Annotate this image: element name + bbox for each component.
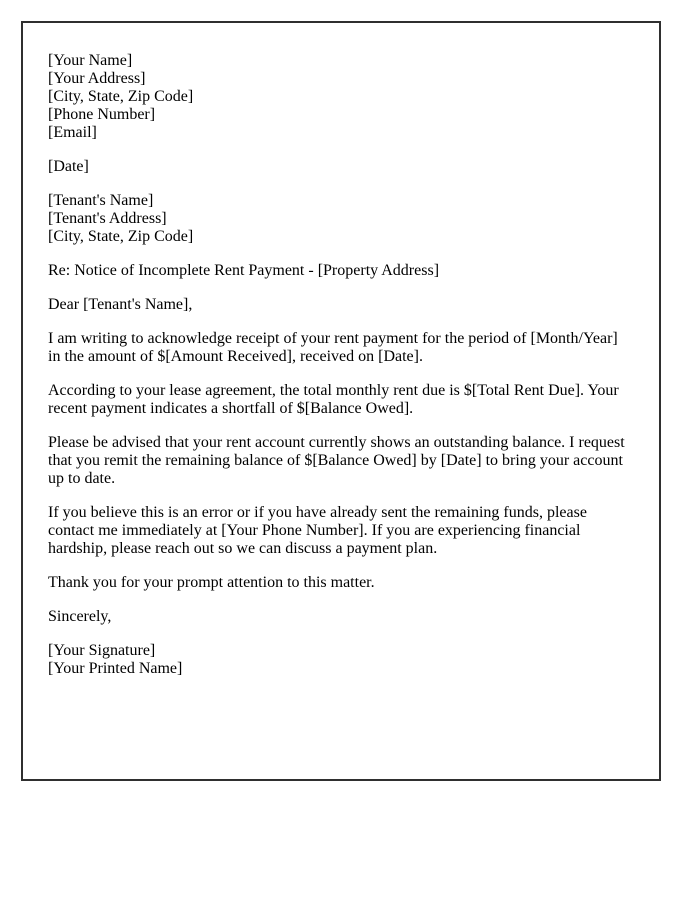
printed-name-line: [Your Printed Name]	[48, 660, 183, 677]
sender-email: [Email]	[48, 124, 97, 141]
date-line: [Date]	[48, 158, 89, 175]
sender-address-block	[48, 52, 634, 142]
body-paragraph-lease-shortfall: According to your lease agreement, the total monthly rent due is $[Total Rent Due]. Your recent payment indicates a shortfall of $[Balance Owed].	[48, 382, 619, 417]
recipient-address-block	[48, 192, 634, 246]
sender-phone: [Phone Number]	[48, 106, 156, 123]
recipient-address: [Tenant's Address]	[48, 210, 167, 227]
body-paragraph-acknowledge-receipt: I am writing to acknowledge receipt of your rent payment for the period of [Month/Year] in the amount of $[Amount Received], received on [Date].	[48, 330, 618, 365]
recipient-name: [Tenant's Name]	[48, 192, 154, 209]
signature-block	[48, 642, 634, 678]
body-paragraph-thank-you: Thank you for your prompt attention to this matter.	[48, 574, 375, 591]
subject-line: Re: Notice of Incomplete Rent Payment - [Property Address]	[48, 262, 440, 279]
sender-address: [Your Address]	[48, 70, 146, 87]
sender-name: [Your Name]	[48, 52, 133, 69]
recipient-city-state-zip: [City, State, Zip Code]	[48, 228, 194, 245]
sender-city-state-zip: [City, State, Zip Code]	[48, 88, 194, 105]
letter-document	[21, 21, 661, 781]
body-paragraph-outstanding-balance: Please be advised that your rent account currently shows an outstanding balance. I request that you remit the remaining balance of $[Balance Owed] by [Date] to bring your account up to date.	[48, 434, 625, 487]
body-paragraph-error-or-hardship: If you believe this is an error or if you have already sent the remaining funds, please contact me immediately at [Your Phone Number]. If you are experiencing financial hardship, please reach out so we can discuss a payment plan.	[48, 504, 587, 557]
signature-line: [Your Signature]	[48, 642, 156, 659]
closing: Sincerely,	[48, 608, 112, 625]
salutation: Dear [Tenant's Name],	[48, 296, 193, 313]
